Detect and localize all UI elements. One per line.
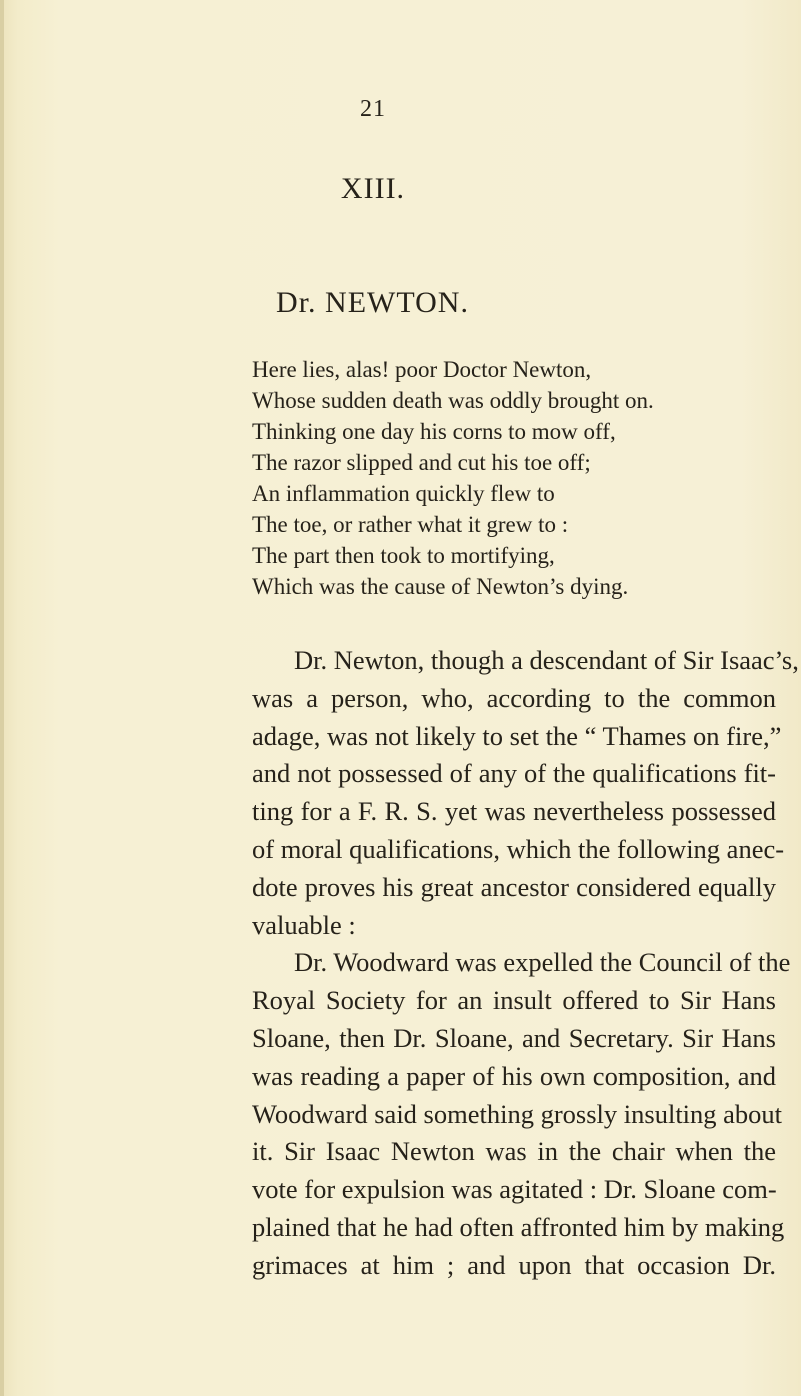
prose-line: was reading a paper of his own composition, and xyxy=(252,1060,776,1091)
prose-line: ting for a F. R. S. yet was nevertheless possessed xyxy=(252,796,776,827)
prose-line: vote for expulsion was agitated : Dr. Sloane com- xyxy=(252,1174,777,1205)
prose-line: grimaces at him ; and upon that occasion Dr. xyxy=(252,1249,776,1280)
prose-line: it. Sir Isaac Newton was in the chair when the xyxy=(252,1136,776,1167)
section-title: Dr. NEWTON. xyxy=(276,286,469,319)
prose-line: was a person, who, according to the common xyxy=(252,682,776,713)
page-number: 21 xyxy=(360,96,386,122)
prose-line: of moral qualifications, which the following anec- xyxy=(252,833,785,864)
prose-line: Dr. Woodward was expelled the Council of the xyxy=(294,947,791,978)
verse-line: Here lies, alas! poor Doctor Newton, xyxy=(252,357,592,382)
verse-line: Which was the cause of Newton’s dying. xyxy=(252,574,629,599)
prose-line: and not possessed of any of the qualifications fit- xyxy=(252,758,776,789)
prose-line: adage, was not likely to set the “ Thames on fire,” xyxy=(252,720,782,751)
page-gutter xyxy=(0,0,4,1396)
prose-line: plained that he had often affronted him by making xyxy=(252,1211,785,1242)
prose-line: Royal Society for an insult offered to Sir Hans xyxy=(252,985,776,1016)
verse-line: The part then took to mortifying, xyxy=(252,543,555,568)
prose-line: dote proves his great ancestor considered equally xyxy=(252,871,776,902)
epitaph-verse xyxy=(252,354,772,602)
verse-line: Thinking one day his corns to mow off, xyxy=(252,419,616,444)
prose-line: Dr. Newton, though a descendant of Sir Isaac’s, xyxy=(294,645,799,675)
verse-line: The razor slipped and cut his toe off; xyxy=(252,450,591,475)
verse-line: Whose sudden death was oddly brought on. xyxy=(252,388,654,413)
verse-line: The toe, or rather what it grew to : xyxy=(252,512,569,537)
chapter-heading: XIII. xyxy=(340,172,406,205)
prose-line: valuable : xyxy=(252,909,356,940)
prose-body xyxy=(252,642,799,1285)
prose-line: Woodward said something grossly insulting about xyxy=(252,1098,783,1129)
verse-line: An inflammation quickly flew to xyxy=(252,481,555,506)
prose-line: Sloane, then Dr. Sloane, and Secretary. Sir Hans xyxy=(252,1022,776,1053)
